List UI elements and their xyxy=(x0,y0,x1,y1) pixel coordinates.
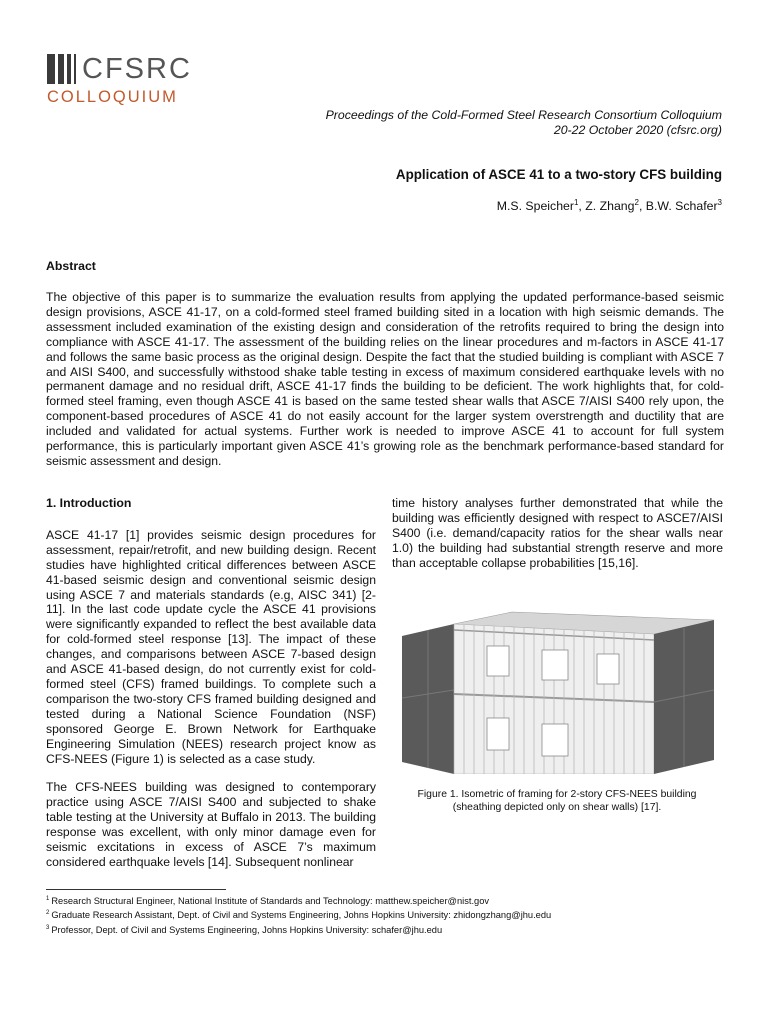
logo-bar xyxy=(67,54,71,84)
author-separator: , xyxy=(638,199,646,214)
logo-bar xyxy=(47,54,55,84)
author-affiliation-mark: 3 xyxy=(717,198,722,207)
footnote-item xyxy=(46,907,726,921)
author-name: M.S. Speicher xyxy=(496,199,574,214)
footnotes xyxy=(46,893,726,936)
logo-bar xyxy=(58,54,64,84)
abstract-text: The objective of this paper is to summarize the evaluation results from applying the updated performance-based seismic design provisions, ASCE 41-17, on a cold-formed steel framed building sited in a location with high seismic demands. The assessment included examination of the existing design and consideration of the retrofits required to bring the design into compliance with ASCE 41-17. The assessment of the building relies on the linear procedures and m-factors in ASCE 41-17 and follows the same basic process as the original design. Despite the fact that the studied building is compliant with ASCE 7 and AISI S400, and successfully withstood shake table testing in excess of maximum considered earthquake levels with no permanent damage and no residual drift, ASCE 41-17 finds the building to be deficient. The work highlights that, for cold-formed steel framing, even though ASCE 41 is based on the same tested shear walls that ASCE 7/AISI S400 rely upon, the component-based procedures of ASCE 41 do not easily account for the larger system overstrength and ductility that are included and validated for actual systems. Further work is needed to improve ASCE 41 to account for full system performance, this is particularly important given ASCE 41’s growing role as the benchmark performance-based standard for seismic assessment and design. xyxy=(46,290,724,468)
right-column xyxy=(392,496,723,571)
author-separator: , xyxy=(578,199,586,214)
author-affiliation-mark: 1 xyxy=(573,198,579,207)
intro-paragraph-2: The CFS-NEES building was designed to contemporary practice using ASCE 7/AISI S400 and subjected to shake table testing at the University at Buffalo in 2013. The building response was excellent, with only minor damage even for seismic excitations in excess of ASCE 7’s maximum considered earthquake levels [14]. Subsequent nonlinear xyxy=(46,780,376,869)
intro-paragraph-3: time history analyses further demonstrated that while the building was efficiently designed with respect to ASCE7/AISI S400 (i.e. demand/capacity ratios for the shear walls near 1.0) the building had substantial strength reserve and more than acceptable collapse probabilities [15,16]. xyxy=(392,496,723,570)
author-list xyxy=(497,198,722,213)
footnote-text: Research Structural Engineer, National Institute of Standards and Technology: matthew.speicher@nist.gov xyxy=(51,896,490,907)
footnote-number: 2 xyxy=(46,910,50,917)
footnote-text: Graduate Research Assistant, Dept. of Civil and Systems Engineering, Johns Hopkins University: zhidongzhang@jhu.edu xyxy=(51,910,552,921)
paper-title: Application of ASCE 41 to a two-story CFS building xyxy=(395,167,722,182)
abstract-heading: Abstract xyxy=(46,259,96,273)
author-name: Z. Zhang xyxy=(585,199,635,214)
footnote-text: Professor, Dept. of Civil and Systems Engineering, Johns Hopkins University: schafer@jhu.edu xyxy=(51,924,443,935)
footnote-number: 1 xyxy=(46,896,50,902)
logo-wordmark: CFSRC xyxy=(82,53,192,85)
footnote-divider xyxy=(46,889,226,890)
logo-bar xyxy=(74,54,76,84)
author-name: B.W. Schafer xyxy=(645,199,718,214)
footnote-item xyxy=(46,922,726,936)
proceedings-line-2: 20-22 October 2020 (cfsrc.org) xyxy=(553,123,722,137)
footnote-item xyxy=(46,893,726,907)
figure-caption: Figure 1. Isometric of framing for 2-story CFS-NEES building (sheathing depicted only on shear walls) [17]. xyxy=(417,789,697,813)
left-column xyxy=(46,496,376,884)
author-affiliation-mark: 2 xyxy=(634,198,639,207)
cfsrc-logo xyxy=(47,52,192,107)
proceedings-header xyxy=(326,108,722,138)
intro-paragraph-1: ASCE 41-17 [1] provides seismic design procedures for assessment, repair/retrofit, and new building design. Recent studies have highlighted critical differences between ASCE 41-based seismic design and conventional seismic design using ASCE 7 and materials standards (e.g, AISC 341) [2-11]. In the last code update cycle the ASCE 41 provisions were significantly expanded to reflect the best available data for cold-formed steel response [13]. The impact of these changes, and comparisons between ASCE 7-based design and ASCE 41-based design, do not currently exist for cold-formed steel (CFS) framed buildings. To complete such a comparison the two-story CFS framed building designed and tested during a National Science Foundation (NSF) sponsored George E. Brown Network for Earthquake Engineering Simulation (NEES) research project know as CFS-NEES (Figure 1) is selected as a case study. xyxy=(46,527,376,766)
cfs-building-isometric-figure xyxy=(402,606,714,774)
section-heading-introduction: 1. Introduction xyxy=(46,496,132,510)
footnote-number: 3 xyxy=(46,924,50,931)
proceedings-line-1: Proceedings of the Cold-Formed Steel Research Consortium Colloquium xyxy=(325,108,722,122)
logo-subtitle: COLLOQUIUM xyxy=(47,88,178,106)
